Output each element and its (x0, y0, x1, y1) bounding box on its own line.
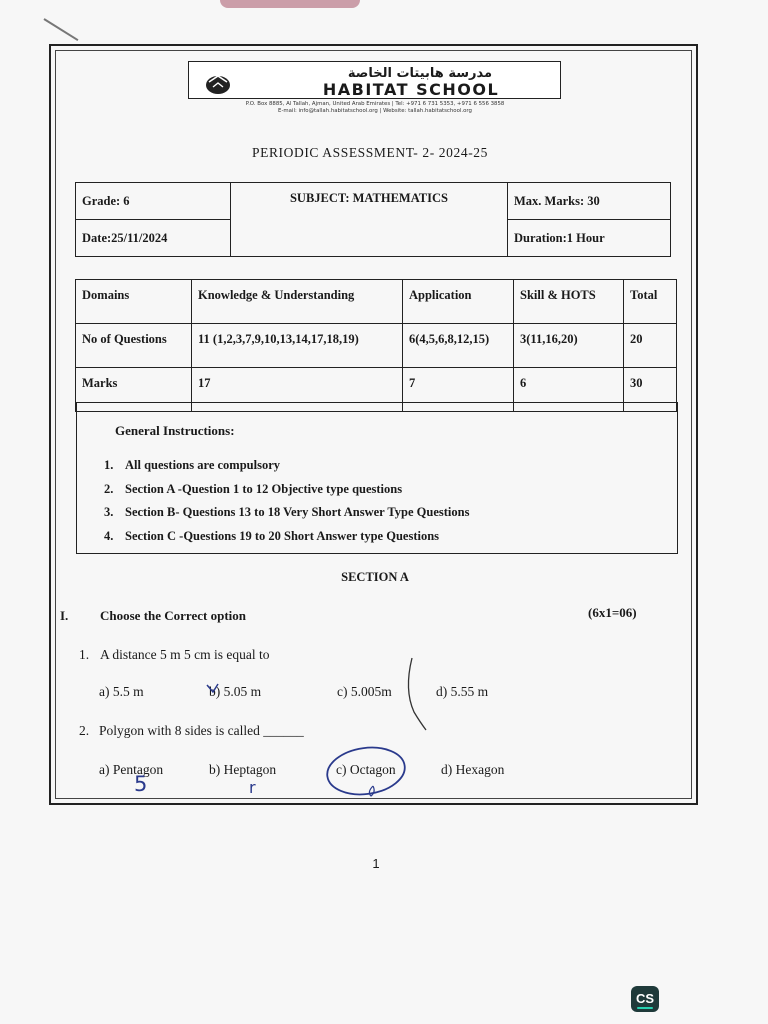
question-2-text: Polygon with 8 sides is called ______ (99, 723, 304, 738)
table-cell: 6 (514, 368, 624, 412)
header-application: Application (403, 280, 514, 324)
item-text: All questions are compulsory (125, 458, 280, 472)
table-cell: 7 (403, 368, 514, 412)
question-1-number: 1. (79, 647, 90, 662)
question-2-number: 2. (79, 723, 90, 738)
header-skill-hots: Skill & HOTS (514, 280, 624, 324)
main-question-marks: (6x1=06) (588, 605, 637, 620)
item-number: 4. (104, 528, 114, 543)
table-cell: 30 (624, 368, 677, 412)
header-total: Total (624, 280, 677, 324)
header-domains: Domains (76, 280, 192, 324)
q1-option-c: c) 5.005m (337, 684, 392, 699)
page-number: 1 (372, 856, 380, 871)
duration-cell: Duration:1 Hour (508, 220, 671, 257)
table-cell: Marks (76, 368, 192, 412)
pen-stroke-mark (369, 786, 374, 796)
pen-stroke-mark (408, 658, 426, 730)
q2-option-a: a) Pentagon (99, 762, 164, 777)
instructions-title: General Instructions: (115, 423, 235, 438)
date-cell: Date:25/11/2024 (76, 220, 231, 257)
item-number: 3. (104, 505, 114, 519)
header-knowledge: Knowledge & Understanding (192, 280, 403, 324)
item-text: Section C -Questions 19 to 20 Short Answer type Questions (125, 528, 440, 543)
item-number: 2. (104, 481, 114, 496)
q1-option-d: d) 5.55 m (436, 684, 489, 699)
section-title: SECTION A (341, 570, 409, 584)
school-name-english: HABITAT SCHOOL (322, 80, 500, 99)
q2-option-b: b) Heptagon (209, 762, 277, 777)
main-question-text: Choose the Correct option (100, 608, 246, 623)
max-marks-cell: Max. Marks: 30 (508, 183, 671, 220)
item-number: 1. (104, 458, 114, 472)
answer-circle-mark (324, 743, 408, 799)
address-line-2: E-mail: info@tallah.habitatschool.org | Website: tallah.habitatschool.org (278, 107, 472, 114)
item-text: Section B- Questions 13 to 18 Very Short Answer Type Questions (125, 505, 470, 519)
main-question-number: I. (60, 608, 69, 623)
table-cell: 6(4,5,6,8,12,15) (403, 324, 514, 368)
q1-option-b: b) 5.05 m (209, 684, 262, 699)
school-name-arabic: مدرسة هابيتات الخاصة (347, 66, 493, 81)
camscanner-logo-icon: CS (631, 986, 659, 1012)
table-cell: 11 (1,2,3,7,9,10,13,14,17,18,19) (192, 324, 403, 368)
question-1-text: A distance 5 m 5 cm is equal to (100, 647, 270, 662)
handwritten-mark-b: r (249, 778, 256, 797)
table-cell: No of Questions (76, 324, 192, 368)
q2-option-d: d) Hexagon (441, 762, 505, 777)
q1-option-a: a) 5.5 m (99, 684, 144, 699)
subject-cell: SUBJECT: MATHEMATICS (231, 183, 508, 257)
handwritten-mark-a: 5 (134, 772, 148, 796)
address-line-1: P.O. Box 8885, Al Tallah, Ajman, United Arab Emirates | Tel: +971 6 731 5353, +971 6 556 3858 (245, 101, 505, 107)
table-cell: 20 (624, 324, 677, 368)
answer-tick-mark (207, 684, 218, 692)
grade-cell: Grade: 6 (76, 183, 231, 220)
q2-option-c: c) Octagon (336, 762, 396, 777)
table-cell: 17 (192, 368, 403, 412)
item-text: Section A -Question 1 to 12 Objective type questions (125, 481, 403, 496)
assessment-title: PERIODIC ASSESSMENT- 2- 2024-25 (251, 145, 488, 160)
table-cell: 3(11,16,20) (514, 324, 624, 368)
